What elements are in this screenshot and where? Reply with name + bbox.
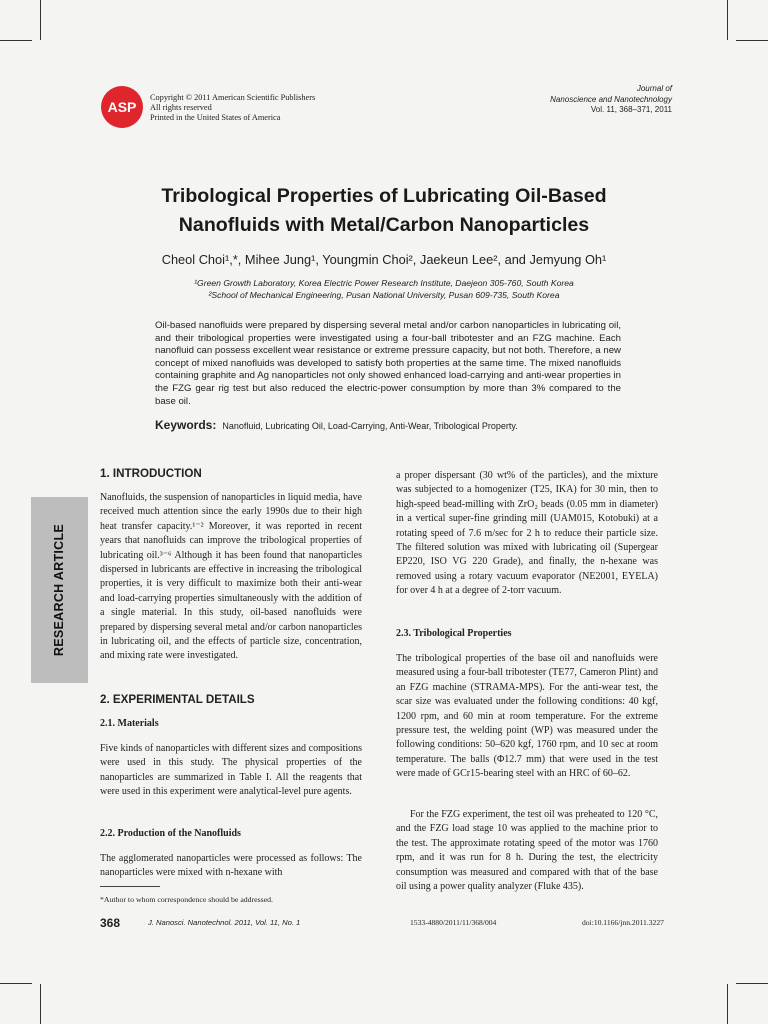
crop-mark	[40, 984, 41, 1024]
crop-mark	[0, 40, 32, 41]
production-text: The agglomerated nanoparticles were processed as follows: The nanoparticles were mixed with n-hexane with	[100, 853, 362, 879]
keywords-label: Keywords:	[155, 418, 217, 432]
subsection-heading-production: 2.2. Production of the Nanofluids	[100, 828, 241, 839]
article-title: Tribological Properties of Lubricating Oil-Based Nanofluids with Metal/Carbon Nanoparticles	[161, 185, 607, 236]
journal-header: Journal of Nanoscience and Nanotechnology Vol. 11, 368–371, 2011	[550, 84, 672, 115]
page-number: 368	[100, 916, 121, 930]
author-list: Cheol Choi¹,*, Mihee Jung¹, Youngmin Choi², Jaekeun Lee², and Jemyung Oh¹	[161, 252, 607, 267]
article-type-tab: RESEARCH ARTICLE	[31, 497, 88, 683]
footnote-rule	[100, 886, 160, 887]
subsection-heading-materials: 2.1. Materials	[100, 718, 159, 729]
crop-mark	[40, 0, 41, 40]
footnote: *Author to whom correspondence should be addressed.	[100, 895, 274, 904]
subsection-heading-tribological: 2.3. Tribological Properties	[396, 628, 512, 639]
crop-mark	[0, 983, 32, 984]
section-heading-introduction: 1. INTRODUCTION	[100, 467, 202, 480]
keywords-list: Nanofluid, Lubricating Oil, Load-Carrying, Anti-Wear, Tribological Property.	[222, 421, 518, 431]
affiliations: ¹Green Growth Laboratory, Korea Electric Power Research Institute, Daejeon 305-760, South Korea ²School of Mechanical Engineering, Pusan National University, Pusan 609-735, South Korea	[194, 278, 574, 300]
crop-mark	[727, 0, 728, 40]
doi: doi:10.1166/jnn.2011.3227	[582, 918, 664, 927]
issn: 1533-4880/2011/11/368/004	[410, 918, 497, 927]
fzg-text: For the FZG experiment, the test oil was preheated to 120 °C, and the FZG load stage 10 was applied to the machine prior to the test. The approximate rotating speed of the motor was 1760 rpm, and it was run for 8 h. During the test, the electricity consumption was measured and compared with that of the base oil using a power quality analyzer (Fluke 435).	[396, 809, 658, 893]
introduction-text: Nanofluids, the suspension of nanoparticles in liquid media, have received much attention since the early 1990s due to their high heat transfer capacity.¹⁻² Moreover, it was reported in recent years that nanofluids can improve the tribological properties of lubricating oil.³⁻⁶ Although it has been found that nanoparticles dispersed in lubricants are effective in increasing the tribological properties, it is very difficult to maximize both their anti-wear and load-carrying properties simultaneously with the addition of a single material. In this study, oil-based nanofluids were prepared by dispersing several metal and/or carbon nanoparticles in lubricating oil, and the effects of particle size, concentration, and mixing rate were investigated.	[100, 492, 362, 662]
materials-text: Five kinds of nanoparticles with different sizes and compositions were used in this study. The physical properties of the nanoparticles are summarized in Table I. All the reagents that were used in this experiment were analytical-level pure agents.	[100, 743, 362, 798]
svg-text:ASP: ASP	[107, 99, 137, 115]
production-text-continued: a proper dispersant (30 wt% of the particles), and the mixture was subjected to a homogenizer (T25, IKA) for 30 min, then to high-speed bead-milling with ZrO₂ beads (0.05 mm in diameter) in a vertical super-fine grinding mill (UAM015, Kotobuki) at a rotating speed of 7.6 m/sec for 2 h to reduce their particle size. The filtered solution was mixed with lubricating oil (Supergear EP220, ISO VG 220 Grade), and finally, the n-hexane was removed using a rotary vacuum evaporator (NE2001, EYELA) for over 4 h at a degree of 2-torr vacuum.	[396, 470, 658, 597]
journal-reference: J. Nanosci. Nanotechnol. 2011, Vol. 11, No. 1	[148, 918, 301, 927]
section-heading-experimental: 2. EXPERIMENTAL DETAILS	[100, 693, 255, 706]
crop-mark	[736, 983, 768, 984]
abstract: Oil-based nanofluids were prepared by dispersing several metal and/or carbon nanoparticles in lubricating oil, and their tribological properties were investigated using a four-ball tribotester and an FZG machine. Each nanofluid can possess excellent wear resistance or extreme pressure capacity, but not both. Therefore, a new concept of mixed nanofluids was developed to satisfy both properties at the same time. The mixed nanofluids containing graphite and Ag nanoparticles not only showed enhanced load-carrying and anti-wear properties in the FZG gear rig test but also reduced the electric-power consumption by more than 3% compared to the base oil.	[155, 320, 621, 407]
tribological-text: The tribological properties of the base oil and nanofluids were measured using a four-ball tribotester (TE77, Cameron Plint) and an FZG machine (STRAMA-MPS). For the anti-wear test, the scar size was evaluated under the following conditions: 40 kgf, 1200 rpm, and 60 min at room temperature. For the extreme pressure test, the welding point (WP) was measured under the following conditions: 50–620 kgf, 1760 rpm, and 10 sec at room temperature. The balls (Φ12.7 mm) that were used in the test were made of GCr15-bearing steel with an HRC of 60–62.	[396, 653, 658, 780]
keywords	[155, 418, 625, 432]
crop-mark	[727, 984, 728, 1024]
publisher-logo	[100, 85, 144, 129]
crop-mark	[736, 40, 768, 41]
copyright-notice: Copyright © 2011 American Scientific Publishers All rights reserved Printed in the United States of America	[150, 93, 316, 122]
